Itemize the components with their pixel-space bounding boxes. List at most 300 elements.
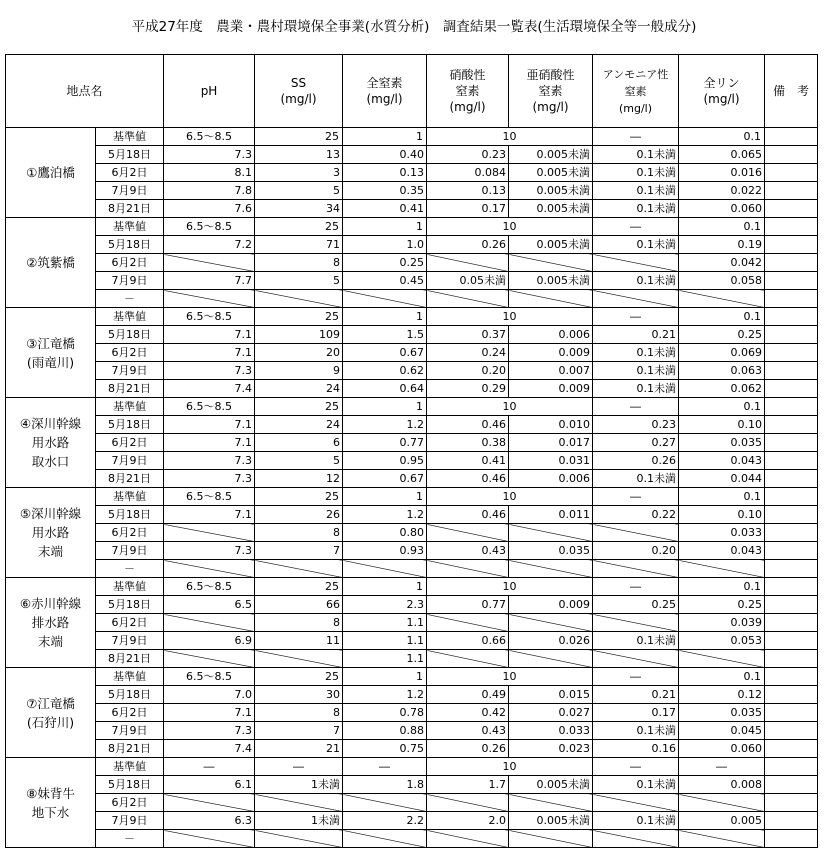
date-cell: 6月2日 bbox=[96, 164, 164, 182]
date-cell: 6月2日 bbox=[96, 704, 164, 722]
ph-cell: 6.1 bbox=[164, 776, 255, 794]
remarks-cell bbox=[765, 398, 818, 416]
ss-standard-cell: 25 bbox=[255, 398, 343, 416]
table-body bbox=[6, 128, 818, 848]
header-site-label: 地点名 bbox=[66, 84, 103, 98]
table-row bbox=[6, 452, 818, 470]
remarks-cell bbox=[765, 488, 818, 506]
no2-cell: 0.027 bbox=[509, 704, 593, 722]
no2-cell: 0.007 bbox=[509, 362, 593, 380]
date-cell: 基準値 bbox=[96, 308, 164, 326]
ss-cell: 3 bbox=[255, 164, 343, 182]
tn-cell: 1.0 bbox=[343, 236, 427, 254]
tn-cell: 0.25 bbox=[343, 254, 427, 272]
site-name-label: ⑧妹背牛 地下水 bbox=[26, 785, 75, 820]
page-title: 平成27年度 農業・農村環境保全事業(水質分析) 調査結果一覧表(生活環境保全等一般成分) bbox=[131, 19, 697, 35]
tp-standard-cell: 0.1 bbox=[679, 668, 765, 686]
not-measured-cell bbox=[509, 560, 593, 578]
ph-standard-cell: 6.5～8.5 bbox=[164, 218, 255, 236]
no3-cell: 0.26 bbox=[427, 740, 509, 758]
date-cell: 基準値 bbox=[96, 578, 164, 596]
not-measured-cell bbox=[427, 650, 509, 668]
remarks-cell bbox=[765, 200, 818, 218]
no2-cell: 0.010 bbox=[509, 416, 593, 434]
ph-cell: 7.4 bbox=[164, 380, 255, 398]
tp-cell: 0.065 bbox=[679, 146, 765, 164]
ss-cell: 1未満 bbox=[255, 812, 343, 830]
remarks-cell bbox=[765, 524, 818, 542]
tn-standard-cell: ― bbox=[343, 758, 427, 776]
header-ph-label: pH bbox=[200, 84, 218, 98]
not-measured-cell bbox=[593, 524, 679, 542]
tn-cell: 1.1 bbox=[343, 632, 427, 650]
remarks-cell bbox=[765, 596, 818, 614]
table-row bbox=[6, 596, 818, 614]
table-row bbox=[6, 704, 818, 722]
ph-cell: 7.3 bbox=[164, 470, 255, 488]
no3-cell: 0.38 bbox=[427, 434, 509, 452]
remarks-cell bbox=[765, 722, 818, 740]
date-cell: 基準値 bbox=[96, 488, 164, 506]
date-cell: － bbox=[96, 830, 164, 848]
not-measured-cell bbox=[164, 830, 255, 848]
ss-cell: 9 bbox=[255, 362, 343, 380]
not-measured-cell bbox=[679, 650, 765, 668]
site-name bbox=[6, 668, 96, 758]
ss-cell: 1未満 bbox=[255, 776, 343, 794]
not-measured-cell bbox=[509, 254, 593, 272]
header-row bbox=[6, 55, 818, 128]
table-row bbox=[6, 344, 818, 362]
tp-standard-cell: 0.1 bbox=[679, 128, 765, 146]
ss-standard-cell: 25 bbox=[255, 308, 343, 326]
nitrate-nitrite-standard-cell: 10 bbox=[427, 308, 593, 326]
nitrate-nitrite-standard-cell: 10 bbox=[427, 578, 593, 596]
no3-cell: 0.20 bbox=[427, 362, 509, 380]
ss-cell: 20 bbox=[255, 344, 343, 362]
ss-cell: 109 bbox=[255, 326, 343, 344]
no3-cell: 0.46 bbox=[427, 470, 509, 488]
no3-cell: 0.29 bbox=[427, 380, 509, 398]
tp-standard-cell: ― bbox=[679, 758, 765, 776]
remarks-cell bbox=[765, 290, 818, 308]
nh4-cell: 0.1未満 bbox=[593, 812, 679, 830]
ph-cell: 7.1 bbox=[164, 344, 255, 362]
ph-cell: 7.1 bbox=[164, 434, 255, 452]
nh4-cell: 0.27 bbox=[593, 434, 679, 452]
nh4-cell: 0.25 bbox=[593, 596, 679, 614]
tp-cell: 0.008 bbox=[679, 776, 765, 794]
table-row bbox=[6, 794, 818, 812]
ss-cell: 66 bbox=[255, 596, 343, 614]
nh4-cell: 0.1未満 bbox=[593, 344, 679, 362]
nitrate-nitrite-standard-cell: 10 bbox=[427, 218, 593, 236]
remarks-cell bbox=[765, 218, 818, 236]
tp-cell: 0.005 bbox=[679, 812, 765, 830]
not-measured-cell bbox=[343, 560, 427, 578]
nh4-cell: 0.20 bbox=[593, 542, 679, 560]
remarks-cell bbox=[765, 776, 818, 794]
tn-cell: 0.88 bbox=[343, 722, 427, 740]
ss-cell: 8 bbox=[255, 704, 343, 722]
date-cell: 基準値 bbox=[96, 128, 164, 146]
no2-cell: 0.017 bbox=[509, 434, 593, 452]
nh4-cell: 0.17 bbox=[593, 704, 679, 722]
remarks-cell bbox=[765, 830, 818, 848]
tp-cell: 0.035 bbox=[679, 704, 765, 722]
not-measured-cell bbox=[509, 650, 593, 668]
table-row bbox=[6, 308, 818, 326]
date-cell: 6月2日 bbox=[96, 254, 164, 272]
not-measured-cell bbox=[679, 794, 765, 812]
table-row bbox=[6, 614, 818, 632]
table-row bbox=[6, 524, 818, 542]
ph-cell: 7.8 bbox=[164, 182, 255, 200]
no3-cell: 0.43 bbox=[427, 722, 509, 740]
table-row bbox=[6, 506, 818, 524]
not-measured-cell bbox=[255, 290, 343, 308]
not-measured-cell bbox=[509, 830, 593, 848]
remarks-cell bbox=[765, 272, 818, 290]
table-row bbox=[6, 146, 818, 164]
date-cell: 8月21日 bbox=[96, 200, 164, 218]
no2-cell: 0.009 bbox=[509, 344, 593, 362]
nh4-cell: 0.1未満 bbox=[593, 272, 679, 290]
not-measured-cell bbox=[164, 614, 255, 632]
date-cell: 7月9日 bbox=[96, 542, 164, 560]
remarks-cell bbox=[765, 506, 818, 524]
remarks-cell bbox=[765, 704, 818, 722]
remarks-cell bbox=[765, 254, 818, 272]
ph-cell: 7.4 bbox=[164, 740, 255, 758]
nh4-standard-cell: ― bbox=[593, 668, 679, 686]
header-tn-label: 全窒素 (mg/l) bbox=[366, 76, 403, 106]
date-cell: 6月2日 bbox=[96, 344, 164, 362]
ph-cell: 7.1 bbox=[164, 416, 255, 434]
tn-cell: 1.1 bbox=[343, 650, 427, 668]
date-cell: 基準値 bbox=[96, 758, 164, 776]
date-cell: 7月9日 bbox=[96, 452, 164, 470]
not-measured-cell bbox=[343, 290, 427, 308]
not-measured-cell bbox=[164, 650, 255, 668]
ss-cell: 5 bbox=[255, 272, 343, 290]
date-cell: 8月21日 bbox=[96, 740, 164, 758]
table-row bbox=[6, 470, 818, 488]
date-cell: 6月2日 bbox=[96, 614, 164, 632]
ss-cell: 8 bbox=[255, 614, 343, 632]
date-cell: 5月18日 bbox=[96, 326, 164, 344]
no3-cell: 0.42 bbox=[427, 704, 509, 722]
tn-standard-cell: 1 bbox=[343, 128, 427, 146]
ph-standard-cell: 6.5～8.5 bbox=[164, 578, 255, 596]
ph-cell: 7.3 bbox=[164, 542, 255, 560]
no3-cell: 0.23 bbox=[427, 146, 509, 164]
site-name-label: ⑥赤川幹線 排水路 末端 bbox=[19, 596, 82, 649]
no2-cell: 0.009 bbox=[509, 380, 593, 398]
no2-cell: 0.023 bbox=[509, 740, 593, 758]
remarks-cell bbox=[765, 416, 818, 434]
site-name bbox=[6, 128, 96, 218]
nh4-cell: 0.26 bbox=[593, 452, 679, 470]
tp-cell: 0.058 bbox=[679, 272, 765, 290]
remarks-cell bbox=[765, 344, 818, 362]
tp-cell: 0.25 bbox=[679, 596, 765, 614]
ss-cell: 5 bbox=[255, 182, 343, 200]
no3-cell: 0.43 bbox=[427, 542, 509, 560]
table-row bbox=[6, 164, 818, 182]
tp-cell: 0.12 bbox=[679, 686, 765, 704]
not-measured-cell bbox=[593, 560, 679, 578]
nh4-cell: 0.1未満 bbox=[593, 236, 679, 254]
no3-cell: 0.24 bbox=[427, 344, 509, 362]
ph-cell: 7.3 bbox=[164, 452, 255, 470]
remarks-cell bbox=[765, 380, 818, 398]
tn-cell: 1.1 bbox=[343, 614, 427, 632]
header-remarks bbox=[765, 55, 818, 128]
header-nh4-label: アンモニア性 窒素 (mg/l) bbox=[602, 67, 669, 115]
header-tp-label: 全リン (mg/l) bbox=[703, 76, 740, 106]
tp-cell: 0.044 bbox=[679, 470, 765, 488]
nh4-standard-cell: ― bbox=[593, 398, 679, 416]
no2-cell: 0.015 bbox=[509, 686, 593, 704]
tn-cell: 0.95 bbox=[343, 452, 427, 470]
ph-cell: 6.3 bbox=[164, 812, 255, 830]
nh4-cell: 0.21 bbox=[593, 326, 679, 344]
not-measured-cell bbox=[427, 254, 509, 272]
tn-cell: 0.41 bbox=[343, 200, 427, 218]
table-row bbox=[6, 758, 818, 776]
date-cell: 5月18日 bbox=[96, 686, 164, 704]
no2-cell: 0.005未満 bbox=[509, 164, 593, 182]
date-cell: 7月9日 bbox=[96, 812, 164, 830]
nh4-standard-cell: ― bbox=[593, 758, 679, 776]
table-row bbox=[6, 686, 818, 704]
remarks-cell bbox=[765, 794, 818, 812]
no3-cell: 0.49 bbox=[427, 686, 509, 704]
no2-cell: 0.006 bbox=[509, 326, 593, 344]
tp-cell: 0.022 bbox=[679, 182, 765, 200]
no2-cell: 0.005未満 bbox=[509, 182, 593, 200]
no3-cell: 0.26 bbox=[427, 236, 509, 254]
date-cell: 基準値 bbox=[96, 218, 164, 236]
remarks-cell bbox=[765, 182, 818, 200]
remarks-cell bbox=[765, 542, 818, 560]
nh4-cell: 0.1未満 bbox=[593, 164, 679, 182]
ph-cell: 7.6 bbox=[164, 200, 255, 218]
header-note-label: 備 考 bbox=[773, 84, 810, 98]
not-measured-cell bbox=[593, 290, 679, 308]
not-measured-cell bbox=[255, 560, 343, 578]
remarks-cell bbox=[765, 362, 818, 380]
no2-cell: 0.011 bbox=[509, 506, 593, 524]
tn-cell: 1.8 bbox=[343, 776, 427, 794]
table-row bbox=[6, 578, 818, 596]
tn-cell: 0.67 bbox=[343, 470, 427, 488]
nitrate-nitrite-standard-cell: 10 bbox=[427, 668, 593, 686]
tn-cell: 1.5 bbox=[343, 326, 427, 344]
not-measured-cell bbox=[509, 614, 593, 632]
no2-cell: 0.031 bbox=[509, 452, 593, 470]
date-cell: 8月21日 bbox=[96, 380, 164, 398]
date-cell: 6月2日 bbox=[96, 524, 164, 542]
remarks-cell bbox=[765, 470, 818, 488]
remarks-cell bbox=[765, 578, 818, 596]
tp-cell: 0.060 bbox=[679, 200, 765, 218]
ph-standard-cell: ― bbox=[164, 758, 255, 776]
no2-cell: 0.009 bbox=[509, 596, 593, 614]
remarks-cell bbox=[765, 128, 818, 146]
site-name bbox=[6, 308, 96, 398]
date-cell: － bbox=[96, 290, 164, 308]
ph-cell: 7.3 bbox=[164, 146, 255, 164]
not-measured-cell bbox=[593, 650, 679, 668]
no3-cell: 0.37 bbox=[427, 326, 509, 344]
date-cell: 6月2日 bbox=[96, 434, 164, 452]
nh4-standard-cell: ― bbox=[593, 578, 679, 596]
no3-cell: 2.0 bbox=[427, 812, 509, 830]
remarks-cell bbox=[765, 236, 818, 254]
site-name bbox=[6, 578, 96, 668]
tp-cell: 0.039 bbox=[679, 614, 765, 632]
table-row bbox=[6, 236, 818, 254]
not-measured-cell bbox=[164, 794, 255, 812]
date-cell: 5月18日 bbox=[96, 146, 164, 164]
ss-standard-cell: 25 bbox=[255, 668, 343, 686]
remarks-cell bbox=[765, 326, 818, 344]
tp-cell: 0.062 bbox=[679, 380, 765, 398]
date-cell: 5月18日 bbox=[96, 416, 164, 434]
tn-cell: 0.80 bbox=[343, 524, 427, 542]
table-row bbox=[6, 488, 818, 506]
not-measured-cell bbox=[255, 830, 343, 848]
remarks-cell bbox=[765, 560, 818, 578]
ph-cell: 7.0 bbox=[164, 686, 255, 704]
not-measured-cell bbox=[427, 830, 509, 848]
ss-cell: 6 bbox=[255, 434, 343, 452]
not-measured-cell bbox=[427, 614, 509, 632]
date-cell: 8月21日 bbox=[96, 650, 164, 668]
nitrate-nitrite-standard-cell: 10 bbox=[427, 128, 593, 146]
tn-cell: 0.64 bbox=[343, 380, 427, 398]
date-cell: 基準値 bbox=[96, 668, 164, 686]
tn-cell: 0.67 bbox=[343, 344, 427, 362]
not-measured-cell bbox=[679, 830, 765, 848]
ss-cell: 7 bbox=[255, 722, 343, 740]
tn-cell: 0.13 bbox=[343, 164, 427, 182]
not-measured-cell bbox=[593, 830, 679, 848]
site-name-label: ①鷹泊橋 bbox=[26, 165, 75, 180]
table-row bbox=[6, 200, 818, 218]
site-name bbox=[6, 488, 96, 578]
tn-cell: 2.2 bbox=[343, 812, 427, 830]
no2-cell: 0.005未満 bbox=[509, 236, 593, 254]
ph-standard-cell: 6.5～8.5 bbox=[164, 128, 255, 146]
tp-standard-cell: 0.1 bbox=[679, 218, 765, 236]
nitrate-nitrite-standard-cell: 10 bbox=[427, 488, 593, 506]
table-row bbox=[6, 326, 818, 344]
tp-cell: 0.043 bbox=[679, 452, 765, 470]
not-measured-cell bbox=[427, 560, 509, 578]
not-measured-cell bbox=[343, 794, 427, 812]
date-cell: 6月2日 bbox=[96, 794, 164, 812]
table-row bbox=[6, 398, 818, 416]
no3-cell: 0.46 bbox=[427, 416, 509, 434]
not-measured-cell bbox=[427, 524, 509, 542]
nh4-cell: 0.1未満 bbox=[593, 182, 679, 200]
no3-cell: 0.41 bbox=[427, 452, 509, 470]
ph-standard-cell: 6.5～8.5 bbox=[164, 398, 255, 416]
tn-cell: 0.78 bbox=[343, 704, 427, 722]
ph-standard-cell: 6.5～8.5 bbox=[164, 668, 255, 686]
date-cell: 7月9日 bbox=[96, 272, 164, 290]
not-measured-cell bbox=[164, 254, 255, 272]
table-row bbox=[6, 290, 818, 308]
not-measured-cell bbox=[593, 254, 679, 272]
nh4-standard-cell: ― bbox=[593, 218, 679, 236]
no3-cell: 0.13 bbox=[427, 182, 509, 200]
tp-cell: 0.045 bbox=[679, 722, 765, 740]
table-row bbox=[6, 416, 818, 434]
tp-standard-cell: 0.1 bbox=[679, 578, 765, 596]
no2-cell: 0.006 bbox=[509, 470, 593, 488]
ss-cell: 8 bbox=[255, 524, 343, 542]
tn-standard-cell: 1 bbox=[343, 308, 427, 326]
ss-cell: 24 bbox=[255, 380, 343, 398]
tp-cell: 0.053 bbox=[679, 632, 765, 650]
not-measured-cell bbox=[509, 524, 593, 542]
table-row bbox=[6, 380, 818, 398]
tn-cell: 1.2 bbox=[343, 686, 427, 704]
no2-cell: 0.026 bbox=[509, 632, 593, 650]
not-measured-cell bbox=[679, 560, 765, 578]
date-cell: 5月18日 bbox=[96, 776, 164, 794]
no3-cell: 0.17 bbox=[427, 200, 509, 218]
header-total-nitrogen bbox=[343, 55, 427, 128]
ph-cell: 7.3 bbox=[164, 722, 255, 740]
nh4-cell: 0.1未満 bbox=[593, 632, 679, 650]
nh4-standard-cell: ― bbox=[593, 128, 679, 146]
remarks-cell bbox=[765, 434, 818, 452]
header-no2-label: 亜硝酸性 窒素 (mg/l) bbox=[526, 68, 575, 114]
not-measured-cell bbox=[164, 524, 255, 542]
date-cell: － bbox=[96, 560, 164, 578]
no3-cell: 1.7 bbox=[427, 776, 509, 794]
ph-cell: 6.5 bbox=[164, 596, 255, 614]
header-no3-label: 硝酸性 窒素 (mg/l) bbox=[449, 68, 486, 114]
nh4-cell: 0.1未満 bbox=[593, 470, 679, 488]
not-measured-cell bbox=[427, 290, 509, 308]
not-measured-cell bbox=[679, 290, 765, 308]
table-row bbox=[6, 272, 818, 290]
nh4-cell: 0.1未満 bbox=[593, 200, 679, 218]
remarks-cell bbox=[765, 668, 818, 686]
ss-standard-cell: ― bbox=[255, 758, 343, 776]
ph-cell: 8.1 bbox=[164, 164, 255, 182]
tp-cell: 0.033 bbox=[679, 524, 765, 542]
tn-standard-cell: 1 bbox=[343, 488, 427, 506]
no2-cell: 0.005未満 bbox=[509, 812, 593, 830]
remarks-cell bbox=[765, 452, 818, 470]
not-measured-cell bbox=[593, 794, 679, 812]
table-row bbox=[6, 362, 818, 380]
no3-cell: 0.46 bbox=[427, 506, 509, 524]
remarks-cell bbox=[765, 740, 818, 758]
ss-cell: 12 bbox=[255, 470, 343, 488]
nh4-standard-cell: ― bbox=[593, 308, 679, 326]
ss-cell: 11 bbox=[255, 632, 343, 650]
table-row bbox=[6, 812, 818, 830]
date-cell: 7月9日 bbox=[96, 632, 164, 650]
